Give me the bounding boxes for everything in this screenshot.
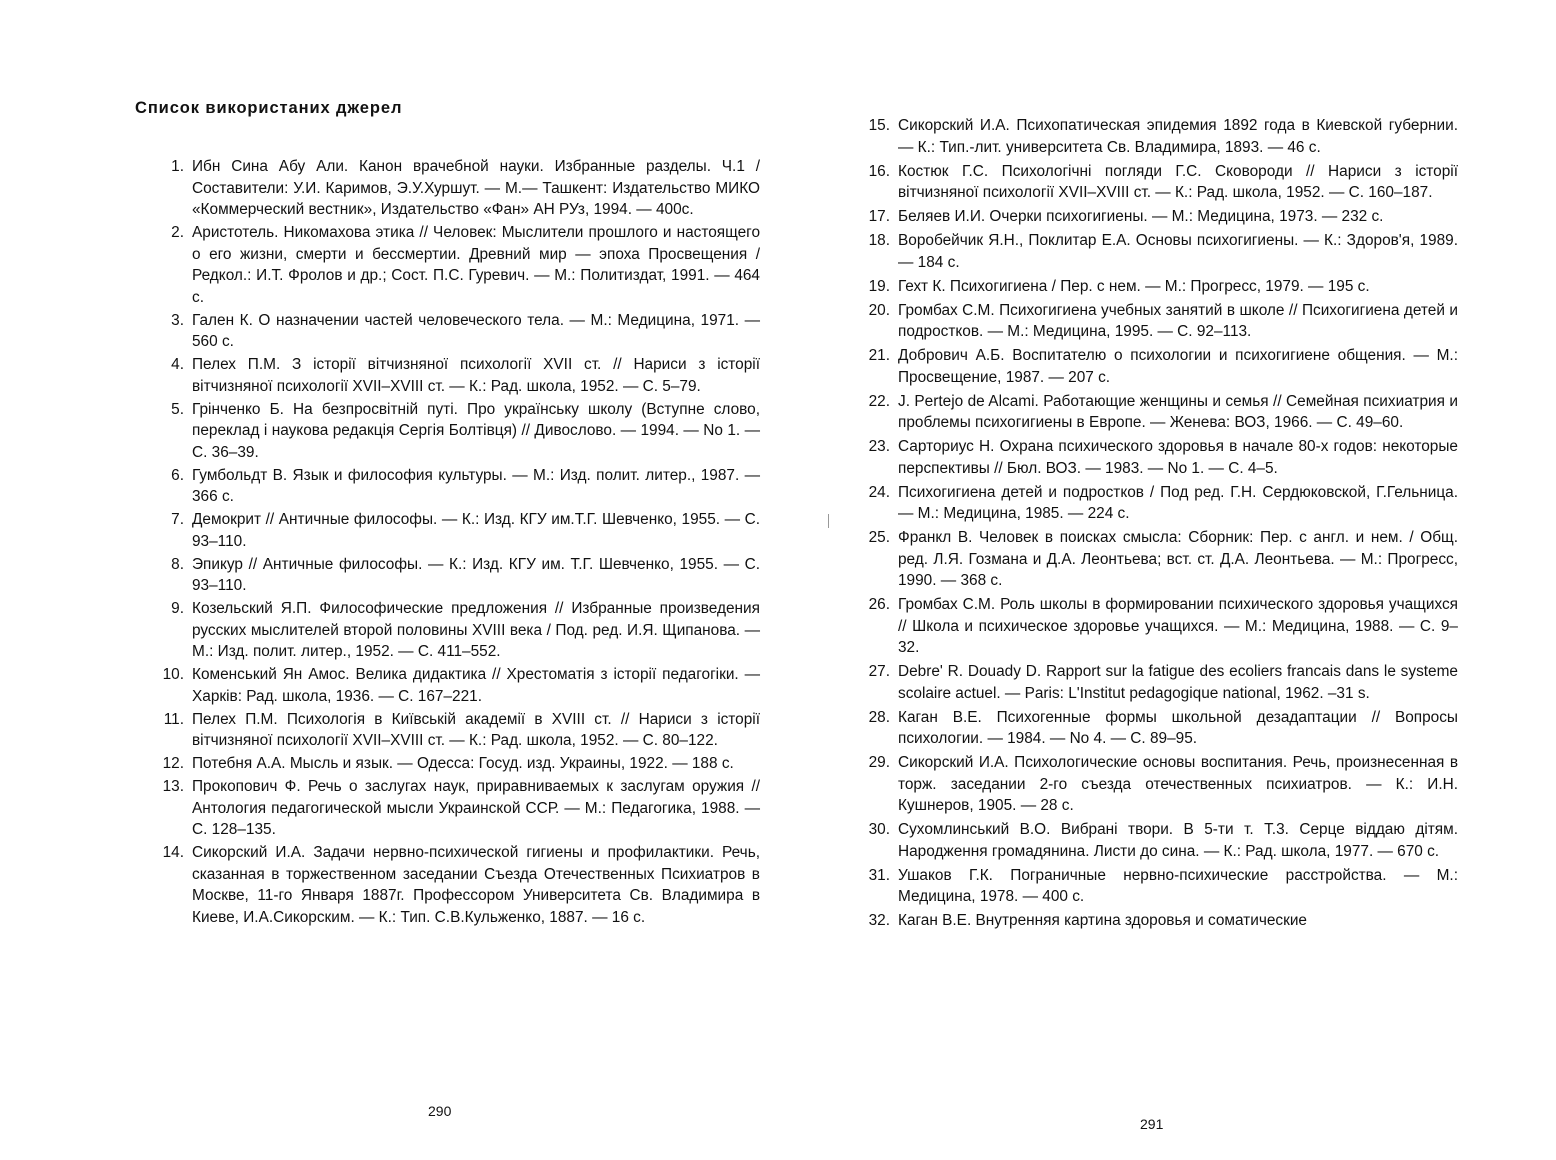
reference-text: J. Pertejo de Alcami. Работающие женщины и семья // Семейная психиатрия и проблемы психогигиены в Европе. — Женева: ВОЗ, 1966. — С. 49–60.: [898, 392, 1458, 431]
reference-number: 4.: [171, 356, 184, 373]
reference-item: [858, 482, 1458, 525]
reference-text: Ибн Сина Абу Али. Канон врачебной науки. Избранные разделы. Ч.1 / Составители: У.И. Каримов, Э.У.Хуршут. — М.— Ташкент: Издательство МИКО «Коммерческий вестник», Издательство «Фан» АН РУз, 1994. — 400с.: [192, 158, 760, 218]
reference-number: 31.: [868, 866, 890, 884]
reference-text: Добрович А.Б. Воспитателю о психологии и психогигиене общения. — М.: Просвещение, 1987. — 207 с.: [898, 347, 1458, 386]
reference-number: 32.: [868, 912, 890, 929]
reference-item: [150, 598, 760, 663]
reference-number: 23.: [868, 438, 890, 455]
reference-text: Психогигиена детей и подростков / Под ред. Г.Н. Сердюковской, Г.Гельница. — М.: Медицина, 1985. — 224 с.: [898, 483, 1458, 522]
reference-item: [150, 554, 760, 597]
reference-text: Гехт К. Психогигиена / Пер. с нем. — М.: Прогресс, 1979. — 195 с.: [898, 277, 1370, 295]
reference-number: 13.: [162, 778, 184, 795]
reference-number: 30.: [868, 821, 890, 838]
reference-list-right: [858, 115, 1458, 934]
reference-text: Громбах С.М. Роль школы в формировании психического здоровья учащихся // Школа и психическое здоровье учащихся. — М.: Медицина, 1988. — С. 9–32.: [898, 596, 1458, 656]
reference-text: Сикорский И.А. Психологические основы воспитания. Речь, произнесенная в торж. заседании 2-го съезда отечественных психиатров. — К.: И.Н. Кушнеров, 1905. — 28 с.: [898, 754, 1458, 814]
reference-item: [858, 819, 1458, 862]
reference-number: 29.: [868, 754, 890, 771]
reference-number: 9.: [171, 600, 184, 617]
reference-item: [858, 661, 1458, 704]
reference-item: [150, 399, 760, 464]
reference-item: [858, 865, 1458, 908]
reference-text: Беляев И.И. Очерки психогигиены. — М.: Медицина, 1973. — 232 с.: [898, 208, 1384, 225]
reference-text: Пелех П.М. З історії вітчизняної психології XVII ст. // Нариси з історії вітчизняної психології XVII–XVIII ст. — К.: Рад. школа, 1952. — С. 5–79.: [192, 356, 760, 395]
reference-text: Гален К. О назначении частей человеческого тела. — М.: Медицина, 1971. — 560 с.: [192, 311, 760, 350]
reference-number: 22.: [868, 392, 890, 410]
reference-number: 14.: [162, 844, 184, 861]
reference-text: Аристотель. Никомахова этика // Человек: Мыслители прошлого и настоящего о его жизни, смерти и бессмертии. Древний мир — эпоха Просвещения / Редкол.: И.Т. Фролов и др.; Сост. П.С. Гуревич. — М.: Политиздат, 1991. — 464 с.: [192, 224, 760, 306]
reference-item: [858, 276, 1458, 298]
right-page: [778, 0, 1556, 1160]
reference-text: Грінченко Б. На безпросвітній путі. Про українську школу (Вступне слово, переклад і наукова редакція Сергія Болтівця) // Дивослово. — 1994. — No 1. — С. 36–39.: [192, 400, 760, 461]
reference-number: 1.: [171, 158, 184, 175]
page-heading: Список використаних джерел: [135, 99, 403, 117]
reference-text: Каган В.Е. Психогенные формы школьной дезадаптации // Вопросы психологии. — 1984. — No 4. — С. 89–95.: [898, 708, 1458, 747]
reference-text: Коменський Ян Амос. Велика дидактика // Хрестоматія з історії педагогіки. — Харків: Рад. школа, 1936. — С. 167–221.: [192, 666, 760, 705]
reference-item: [858, 910, 1458, 932]
reference-number: 11.: [163, 710, 184, 728]
reference-item: [150, 664, 760, 707]
reference-number: 17.: [868, 208, 890, 225]
reference-number: 28.: [868, 708, 890, 726]
page-number-right: 291: [1140, 1116, 1164, 1132]
reference-number: 27.: [868, 663, 890, 680]
reference-number: 15.: [868, 117, 890, 134]
reference-item: [150, 156, 760, 221]
reference-item: [858, 391, 1458, 434]
reference-item: [150, 776, 760, 841]
reference-number: 18.: [868, 232, 890, 249]
reference-item: [858, 345, 1458, 388]
reference-item: [150, 709, 760, 752]
reference-item: [150, 222, 760, 308]
reference-item: [150, 310, 760, 353]
reference-number: 16.: [868, 162, 890, 180]
reference-number: 6.: [171, 466, 184, 484]
reference-text: Каган В.Е. Внутренняя картина здоровья и соматические: [898, 912, 1307, 929]
reference-item: [858, 300, 1458, 343]
reference-item: [858, 230, 1458, 273]
reference-text: Сикорский И.А. Задачи нервно-психической гигиены и профилактики. Речь, сказанная в торжественном заседании Съезда Отечественных Психиатров в Москве, 11-го Января 1887г. Профессором Университета Св. Владимира в Киеве, И.А.Сикорским. — К.: Тип. С.В.Кульженко, 1887. — 16 с.: [192, 844, 760, 926]
reference-number: 26.: [868, 596, 890, 613]
reference-text: Демокрит // Античные философы. — К.: Изд. КГУ им.Т.Г. Шевченко, 1955. — С. 93–110.: [192, 511, 760, 550]
reference-item: [858, 752, 1458, 817]
reference-item: [858, 115, 1458, 158]
reference-item: [858, 594, 1458, 659]
reference-text: Сикорский И.А. Психопатическая эпидемия 1892 года в Киевской губернии. — К.: Тип.-лит. университета Св. Владимира, 1893. — 46 с.: [898, 117, 1458, 156]
reference-item: [150, 753, 760, 775]
reference-number: 19.: [868, 277, 890, 295]
reference-text: Франкл В. Человек в поисках смысла: Сборник: Пер. с англ. и нем. / Общ. ред. Л.Я. Гозмана и Д.А. Леонтьева; вст. ст. Д.А. Леонтьева. — М.: Прогресс, 1990. — 368 с.: [898, 529, 1458, 589]
reference-item: [858, 707, 1458, 750]
reference-item: [858, 206, 1458, 228]
reference-text: Громбах С.М. Психогигиена учебных занятий в школе // Психогигиена детей и подростков. — М.: Медицина, 1995. — С. 92–113.: [898, 301, 1458, 340]
reference-item: [150, 354, 760, 397]
reference-text: Сарториус Н. Охрана психического здоровья в начале 80-х годов: некоторые перспективы // Бюл. ВОЗ. — 1983. — No 1. — С. 4–5.: [898, 438, 1458, 477]
reference-number: 3.: [171, 311, 184, 329]
reference-number: 5.: [171, 400, 184, 418]
reference-item: [150, 842, 760, 928]
reference-item: [150, 509, 760, 552]
reference-number: 2.: [171, 224, 184, 241]
reference-number: 21.: [868, 347, 890, 364]
reference-number: 7.: [171, 511, 184, 528]
reference-text: Прокопович Ф. Речь о заслугах наук, приравниваемых к заслугам оружия // Антология педагогической мысли Украинской ССР. — М.: Педагогика, 1988. — С. 128–135.: [192, 778, 760, 838]
reference-number: 25.: [868, 529, 890, 546]
reference-text: Потебня А.А. Мысль и язык. — Одесса: Госуд. изд. Украины, 1922. — 188 с.: [192, 755, 734, 772]
reference-number: 8.: [171, 555, 184, 573]
reference-text: Гумбольдт В. Язык и философия культуры. — М.: Изд. полит. литер., 1987. — 366 с.: [192, 466, 760, 505]
reference-number: 10.: [162, 666, 184, 683]
reference-text: Козельский Я.П. Философические предложения // Избранные произведения русских мыслителей второй половины XVIII века / Под. ред. И.Я. Щипанова. — М.: Изд. полит. литер., 1952. — С. 411–552.: [192, 600, 760, 660]
reference-text: Воробейчик Я.Н., Поклитар Е.А. Основы психогигиены. — К.: Здоров'я, 1989. — 184 с.: [898, 232, 1458, 271]
reference-item: [150, 465, 760, 508]
reference-list-left: [150, 156, 760, 930]
reference-text: Костюк Г.С. Психологічні погляди Г.С. Сковороди // Нариси з історії вітчизняної психології XVII–XVIII ст. — К.: Рад. школа, 1952. — С. 160–187.: [898, 162, 1458, 201]
reference-number: 20.: [868, 301, 890, 319]
reference-text: Debre' R. Douady D. Rapport sur la fatigue des ecoliers francais dans le systeme scolaire actuel. — Paris: L'Institut pedagogique national, 1962. –31 s.: [898, 663, 1458, 702]
reference-text: Пелех П.М. Психологія в Київській академії в XVIII ст. // Нариси з історії вітчизняної психології XVII–XVIII ст. — К.: Рад. школа, 1952. — С. 80–122.: [192, 710, 760, 749]
reference-text: Эпикур // Античные философы. — К.: Изд. КГУ им. Т.Г. Шевченко, 1955. — С. 93–110.: [192, 555, 760, 594]
reference-text: Сухомлинський В.О. Вибрані твори. В 5-ти т. Т.3. Серце віддаю дітям. Народження громадянина. Листи до сина. — К.: Рад. школа, 1977. — 670 с.: [898, 821, 1458, 860]
reference-text: Ушаков Г.К. Пограничные нервно-психические расстройства. — М.: Медицина, 1978. — 400 с.: [898, 866, 1458, 905]
reference-item: [858, 527, 1458, 592]
reference-number: 24.: [868, 483, 890, 501]
reference-number: 12.: [162, 755, 184, 772]
reference-item: [858, 436, 1458, 479]
page-number-left: 290: [428, 1103, 452, 1119]
reference-item: [858, 161, 1458, 204]
